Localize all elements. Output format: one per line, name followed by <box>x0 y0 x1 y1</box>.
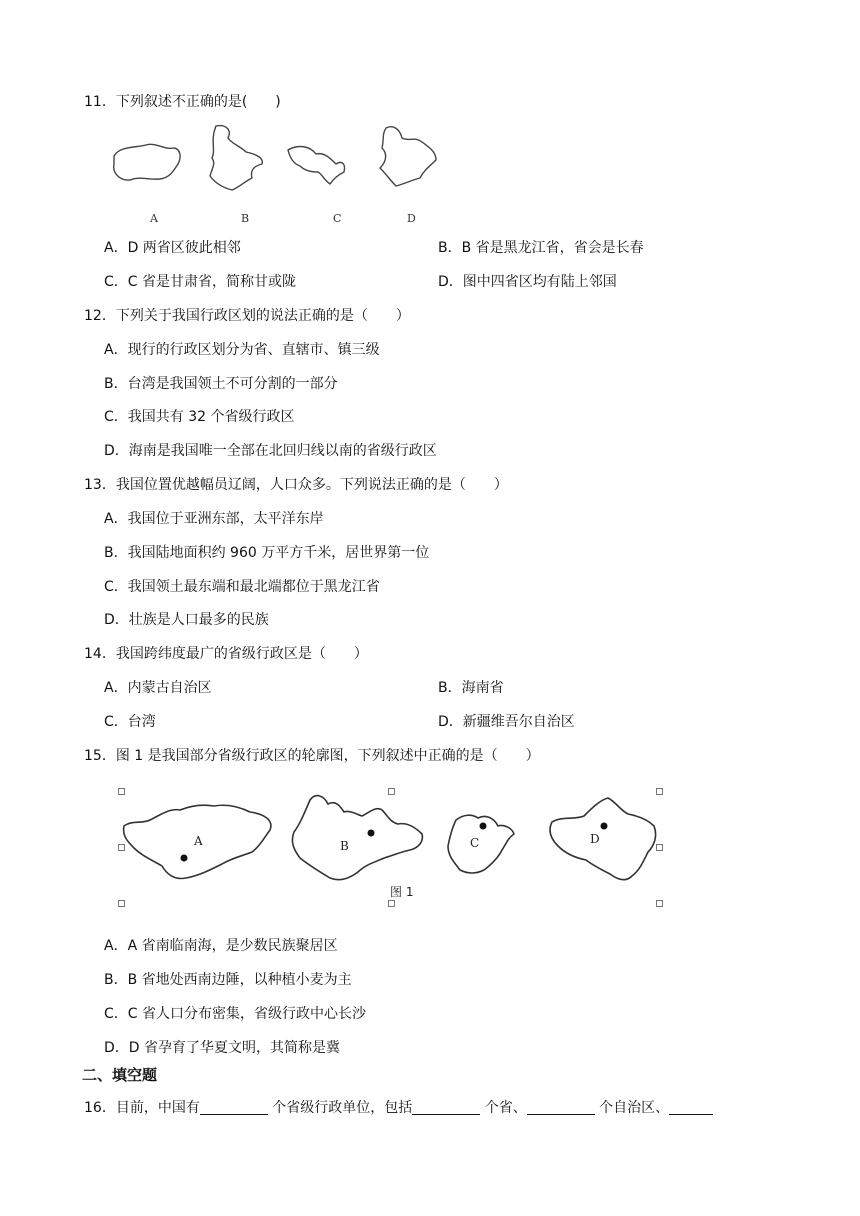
q14-option-b[interactable]: B．海南省 <box>438 680 504 696</box>
q15-map-label-a: A <box>194 834 203 848</box>
q11-option-b[interactable]: B．B 省是黑龙江省，省会是长春 <box>438 240 644 256</box>
q13-stem: 13．我国位置优越幅员辽阔，人口众多。下列说法正确的是（ ） <box>84 477 508 493</box>
q11-outline-d <box>380 127 436 186</box>
q12-option-d[interactable]: D．海南是我国唯一全部在北回归线以南的省级行政区 <box>104 443 437 459</box>
q15-figure-frame <box>118 786 666 910</box>
q12-option-a[interactable]: A．现行的行政区划分为省、直辖市、镇三级 <box>104 342 380 358</box>
q11-outline-c <box>288 147 345 184</box>
q16-blank-2[interactable] <box>412 1100 480 1115</box>
q15-map-label-b: B <box>340 839 349 853</box>
q15-option-d[interactable]: D．D 省孕育了华夏文明，其简称是冀 <box>104 1040 341 1056</box>
q15-capital-dot-a <box>181 855 188 862</box>
q11-outline-a <box>114 144 180 180</box>
q11-map-label-b: B <box>241 212 250 225</box>
q15-option-c[interactable]: C．C 省人口分布密集，省级行政中心长沙 <box>104 1006 366 1022</box>
q11-province-outline-figure <box>104 118 444 230</box>
q15-capital-dot-d <box>601 823 608 830</box>
q16-stem <box>84 1097 713 1117</box>
q14-option-c[interactable]: C．台湾 <box>104 714 156 730</box>
q16-blank-1[interactable] <box>200 1100 268 1115</box>
q15-outline-d <box>550 798 656 880</box>
q15-stem: 15．图 1 是我国部分省级行政区的轮廓图，下列叙述中正确的是（ ） <box>84 748 540 764</box>
q14-option-d[interactable]: D．新疆维吾尔自治区 <box>438 714 575 730</box>
q12-option-c[interactable]: C．我国共有 32 个省级行政区 <box>104 409 295 425</box>
q12-option-b[interactable]: B．台湾是我国领土不可分割的一部分 <box>104 376 338 392</box>
q11-map-label-a: A <box>150 212 158 225</box>
q11-stem: 11．下列叙述不正确的是( ) <box>84 94 281 110</box>
q12-stem: 12．下列关于我国行政区划的说法正确的是（ ） <box>84 308 410 324</box>
q11-option-d[interactable]: D．图中四省区均有陆上邻国 <box>438 274 617 290</box>
q11-option-a[interactable]: A．D 两省区彼此相邻 <box>104 240 241 256</box>
q15-province-outline-figure <box>118 786 666 910</box>
q16-blank-4[interactable] <box>669 1100 713 1115</box>
q15-option-a[interactable]: A．A 省南临南海，是少数民族聚居区 <box>104 938 338 954</box>
q15-capital-dot-b <box>368 830 375 837</box>
q15-map-label-c: C <box>470 836 480 850</box>
q11-map-label-d: D <box>407 212 416 225</box>
q13-option-c[interactable]: C．我国领土最东端和最北端都位于黑龙江省 <box>104 579 380 595</box>
q11-outline-b <box>210 126 262 190</box>
section-heading-fill-in: 二、填空题 <box>82 1066 158 1084</box>
q14-stem: 14．我国跨纬度最广的省级行政区是（ ） <box>84 646 368 662</box>
q15-outline-b <box>292 796 422 880</box>
q16-blank-3[interactable] <box>527 1100 595 1115</box>
q16-text-part: 个省、 <box>480 1100 527 1116</box>
q16-text-part: 个省级行政单位，包括 <box>267 1100 413 1116</box>
q11-option-c[interactable]: C．C 省是甘肃省，简称甘或陇 <box>104 274 297 290</box>
q16-text-part: 16．目前，中国有 <box>84 1100 200 1116</box>
q13-option-a[interactable]: A．我国位于亚洲东部，太平洋东岸 <box>104 511 324 527</box>
q15-option-b[interactable]: B．B 省地处西南边陲，以种植小麦为主 <box>104 972 352 988</box>
q13-option-d[interactable]: D．壮族是人口最多的民族 <box>104 612 269 628</box>
q15-figure-caption: 图 1 <box>390 885 414 899</box>
q15-map-label-d: D <box>590 832 600 846</box>
q16-text-part: 个自治区、 <box>594 1100 670 1116</box>
q13-option-b[interactable]: B．我国陆地面积约 960 万平方千米，居世界第一位 <box>104 545 430 561</box>
q14-option-a[interactable]: A．内蒙古自治区 <box>104 680 212 696</box>
q15-capital-dot-c <box>480 823 487 830</box>
q11-map-label-c: C <box>333 212 342 225</box>
